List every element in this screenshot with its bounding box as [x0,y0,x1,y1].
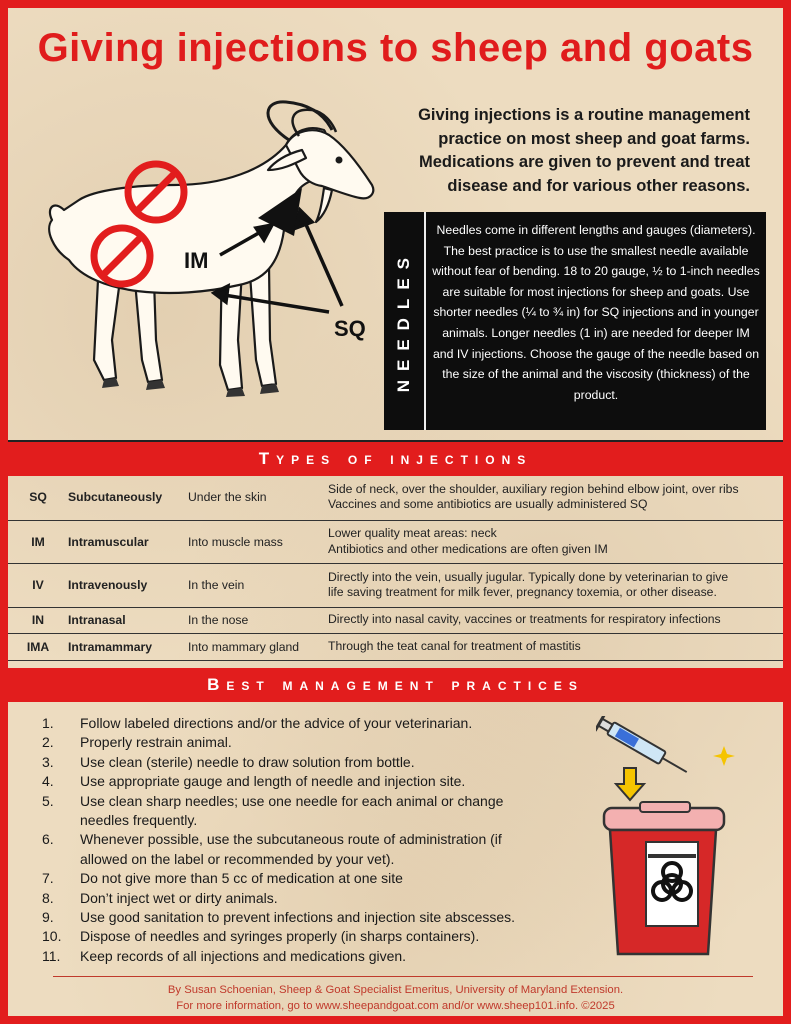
name-cell: Intravenously [68,563,188,607]
desc-cell: Into muscle mass [188,520,328,563]
list-item: 3. Use clean (sterile) needle to draw solution from bottle. [42,753,415,770]
abbr-cell: IV [8,563,68,607]
location-cell: Lower quality meat areas: neck Antibiotics and other medications are often given IM [328,520,783,563]
footer [8,982,783,1014]
list-item: 8. Don’t inject wet or dirty animals. [42,889,278,906]
name-cell: Intramuscular [68,520,188,563]
location-cell: Directly into nasal cavity, vaccines or treatments for respiratory infections [328,607,783,633]
abbr-cell: SQ [8,475,68,520]
name-cell: Intranasal [68,607,188,633]
location-cell: Side of neck, over the shoulder, auxiliary region behind elbow joint, over ribs Vaccines and some antibiotics are usually administered SQ [328,475,783,520]
name-cell: Intramammary [68,633,188,660]
types-heading [8,440,783,476]
desc-cell: Under the skin [188,475,328,520]
needles-label: NEEDLES [394,249,413,393]
list-item: 4. Use appropriate gauge and length of needle and injection site. [42,773,466,790]
location-cell: Through the teat canal for treatment of mastitis [328,633,783,660]
page-title: Giving injections to sheep and goats [37,26,754,70]
sharps-container-icon [596,716,756,966]
list-item: 11. Keep records of all injections and medications given. [42,947,407,964]
abbr-cell: IN [8,607,68,633]
list-item: 9. Use good sanitation to prevent infections and injection site abscesses. [42,909,516,926]
list-item: 5. Use clean sharp needles; use one needle for each animal or change needles frequently. [42,792,504,829]
goat-illustration [24,90,384,400]
table-row [8,607,783,633]
location-cell: Directly into the vein, usually jugular. Typically done by veterinarian to give life saving treatment for milk fever, pregnancy toxemia, or other disease. [328,563,783,607]
table-row [8,520,783,563]
desc-cell: In the vein [188,563,328,607]
needles-side-label [384,212,426,430]
table-row [8,563,783,607]
name-cell: Subcutaneously [68,475,188,520]
footer-credit: By Susan Schoenian, Sheep & Goat Specialist Emeritus, University of Maryland Extension. [167,984,624,996]
bmp-heading [8,668,783,702]
list-item: 10. Dispose of needles and syringes properly (in sharps containers). [42,928,480,945]
injection-types-table [8,475,783,661]
desc-cell: Into mammary gland [188,633,328,660]
list-item: 1. Follow labeled directions and/or the advice of your veterinarian. [42,715,473,731]
needles-box [384,212,766,430]
infographic-poster [8,8,783,1016]
list-item: 7. Do not give more than 5 cc of medication at one site [42,870,403,887]
types-heading-text: Types of injections [258,449,533,468]
im-label: IM [184,248,209,273]
syringe-icon [596,716,692,781]
desc-cell: In the nose [188,607,328,633]
intro-text: Giving injections is a routine management practice on most sheep and goat farms. Medications are given to prevent and treat disease and for various other reasons. [418,106,750,195]
footer-links: For more information, go to www.sheepandgoat.com and/or www.sheep101.info. ©2025 [176,1000,615,1012]
bmp-heading-text: Best management practices [207,675,584,694]
table-row [8,475,783,520]
footer-divider [53,976,753,977]
practices-list [42,714,602,966]
list-item: 6. Whenever possible, use the subcutaneous route of administration (if allowed on the label or recommended by your vet). [42,831,502,867]
list-item: 2. Properly restrain animal. [42,734,232,751]
table-row [8,633,783,660]
abbr-cell: IM [8,520,68,563]
abbr-cell: IMA [8,633,68,660]
needles-text: Needles come in different lengths and gauges (diameters). The best practice is to use the smallest needle available without fear of bending. 18 to 20 gauge, ½ to 1-inch needles are suitable for most injections for sheep and goats. Use shorter needles (¼ to ¾ in) for SQ injections and in younger animals. Longer needles (1 in) are needed for deeper IM and IV injections. Choose the gauge of the needle based on the size of the animal and the viscosity (thickness) of the product. [432,223,760,402]
sq-label: SQ [334,316,366,341]
